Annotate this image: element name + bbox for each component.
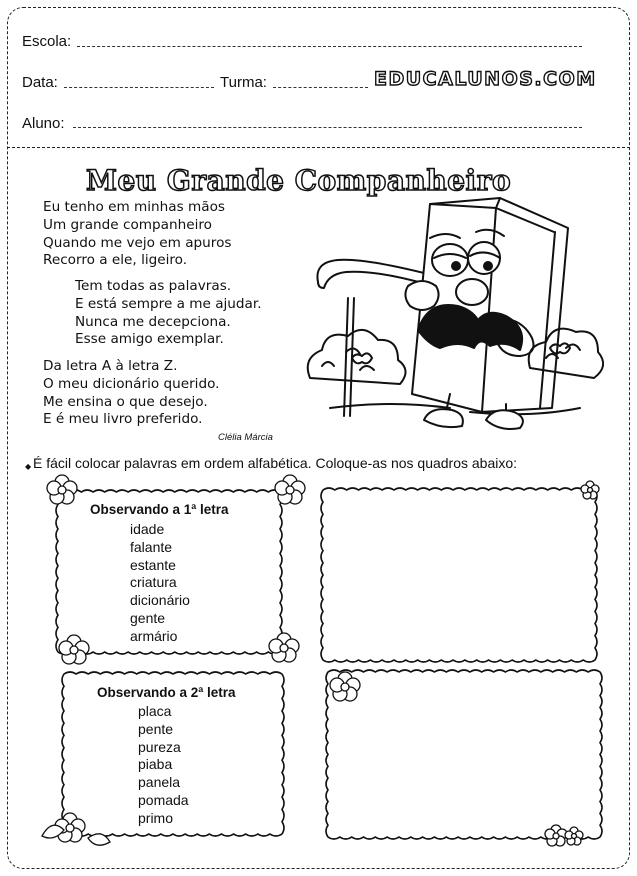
flower-icon: [581, 481, 599, 499]
list-item: idade: [130, 521, 165, 537]
list-item: placa: [138, 703, 172, 719]
flower-icon: [47, 475, 77, 504]
box-2-word-list: [138, 703, 189, 828]
poem-line: Um grande companheiro: [43, 216, 212, 233]
poem-line: Tem todas as palavras.: [75, 278, 232, 294]
bullet-icon: ◆: [25, 462, 32, 471]
list-item: falante: [130, 538, 173, 555]
exercise-instruction: É fácil colocar palavras em ordem alfabética. Coloque-as nos quadros abaixo:: [33, 455, 518, 471]
list-item: piaba: [138, 756, 173, 773]
list-item: pente: [138, 720, 174, 737]
list-item: gente: [130, 609, 166, 626]
poem-line: Me ensina o que desejo.: [43, 393, 208, 410]
box-1-title: Observando a 1ª letra: [90, 502, 229, 517]
list-item: pureza: [138, 738, 181, 755]
poem-line: E é meu livro preferido.: [43, 411, 203, 428]
flower-icon: [330, 672, 360, 701]
box-2-title: Observando a 2ª letra: [97, 685, 236, 700]
poem-title: Meu Grande Companheiro: [86, 164, 512, 197]
poem-line: O meu dicionário querido.: [43, 375, 220, 392]
answer-box-1-frame[interactable]: [321, 488, 597, 662]
box-1-word-list: [130, 521, 190, 646]
brand-logo: EDUCALUNOS.COM: [374, 68, 597, 90]
list-item: pomada: [138, 791, 189, 808]
list-item: dicionário: [130, 592, 190, 609]
poem-line: Recorro a ele, ligeiro.: [43, 252, 188, 269]
turma-label: Turma:: [220, 74, 267, 91]
poem-line: Quando me vejo em apuros: [43, 234, 232, 251]
poem-line: Da letra A à letra Z.: [43, 358, 178, 374]
flower-icon: [59, 635, 89, 664]
poem-author: Clélia Márcia: [218, 432, 273, 443]
flower-icon: [269, 633, 299, 662]
list-item: armário: [130, 627, 178, 644]
flower-icon: [565, 827, 583, 845]
poem-line: Esse amigo exemplar.: [75, 331, 224, 348]
data-label: Data:: [22, 74, 58, 91]
poem-line: Eu tenho em minhas mãos: [43, 199, 225, 215]
flower-icon: [275, 475, 305, 504]
list-item: criatura: [130, 574, 177, 591]
list-item: panela: [138, 774, 181, 791]
flower-icon: [545, 825, 567, 846]
escola-label: Escola:: [22, 33, 72, 50]
list-item: estante: [130, 556, 176, 573]
answer-box-2-frame[interactable]: [326, 670, 602, 839]
poem-line: E está sempre a me ajudar.: [75, 295, 262, 312]
aluno-label: Aluno:: [22, 115, 65, 132]
poem-line: Nunca me decepciona.: [75, 313, 231, 330]
list-item: primo: [138, 809, 174, 826]
